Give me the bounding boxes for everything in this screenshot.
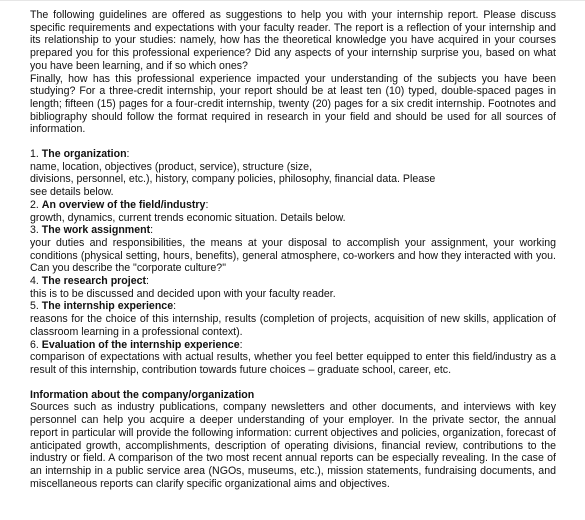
company-info-heading: Information about the company/organization [30,388,255,401]
section-title-suffix: : [126,148,130,161]
section-title: The work assignment [41,224,151,237]
intro-paragraph-1: The following guidelines are offered as suggestions to help you with your internship report. Please discuss specific requirements and expectations with your faculty reader. The report is a reflection of your internship and its relationship to your studies: namely, how has the theoretical knowledge you have acquired in your courses prepared you for this professional experience? Did any aspects of your internship surprise you, based on what you have been learning, and if so which ones? [30,9,556,72]
section-heading [30,148,556,161]
section-organization [30,148,556,199]
section-field-overview [30,199,556,224]
section-title-suffix: : [239,338,243,351]
section-heading [30,199,556,212]
section-number: 5. [30,300,39,313]
section-title: An overview of the field/industry [41,198,206,211]
section-work-assignment [30,224,556,275]
section-number: 1. [30,148,39,161]
section-heading [30,300,556,313]
section-number: 3. [30,224,39,237]
section-title: The organization [41,148,127,161]
intro-paragraph-2: Finally, how has this professional experience impacted your understanding of the subjects you have been studying? For a three-credit internship, your report should be at least ten (10) typed, double-spaced pages in length; fifteen (15) pages for a four-credit internship, twenty (20) pages for a six credit internship. Footnotes and bibliography should follow the format required in research in your field and should be used for all sources of information. [30,72,556,136]
section-body: reasons for the choice of this internship, results (completion of projects, acquisition of new skills, application of classroom learning in a professional context). [30,313,556,338]
section-internship-experience [30,300,556,338]
section-line: see details below. [30,186,114,199]
section-heading [30,275,556,288]
section-heading [30,224,556,237]
section-number: 2. [30,198,39,211]
section-title-suffix: : [205,198,209,211]
company-info-body: Sources such as industry publications, company newsletters and other documents, and interviews with key personnel can help you acquire a deeper understanding of your employer. In the private sector, the annual report in particular will provide the following information: current objectives and policies, organization, forecast of anticipated growth, accomplishments, description of operating divisions, financial review, contributions to the industry or field. A comparison of the two most recent annual reports can be especially revealing. In the case of an internship in a public service area (NGOs, museums, etc.), mission statements, fundraising documents, and miscellaneous reports can clarify specific organizational aims and objectives. [30,401,556,490]
section-line: this is to be discussed and decided upon with your faculty reader. [30,287,336,300]
section-number: 4. [30,275,39,288]
section-body: comparison of expectations with actual results, whether you feel better equipped to enter this field/industry as a result of this internship, contribution towards future choices – graduate school, career, etc. [30,351,556,376]
section-title-suffix: : [150,224,154,237]
section-evaluation [30,339,556,377]
spacer [30,377,556,389]
spacer [30,136,556,148]
section-title: Evaluation of the internship experience [41,338,240,351]
section-line: name, location, objectives (product, service), structure (size, [30,160,313,173]
section-title: The research project [41,275,147,288]
section-title: The internship experience [41,300,174,313]
section-title-suffix: : [146,275,149,288]
section-number: 6. [30,338,39,351]
section-line: growth, dynamics, current trends economic situation. Details below. [30,211,346,224]
section-body: your duties and responsibilities, the means at your disposal to accomplish your assignment, your working conditions (physical setting, hours, benefits), general atmosphere, co-workers and how they interacted with you. Can you describe the "corporate culture?" [30,236,556,275]
section-title-suffix: : [173,300,177,313]
document-content [30,9,556,490]
section-line: divisions, personnel, etc.), history, company policies, philosophy, financial data. Please [30,173,436,186]
section-heading [30,339,556,352]
section-research-project [30,275,556,300]
company-info-section [30,389,556,491]
